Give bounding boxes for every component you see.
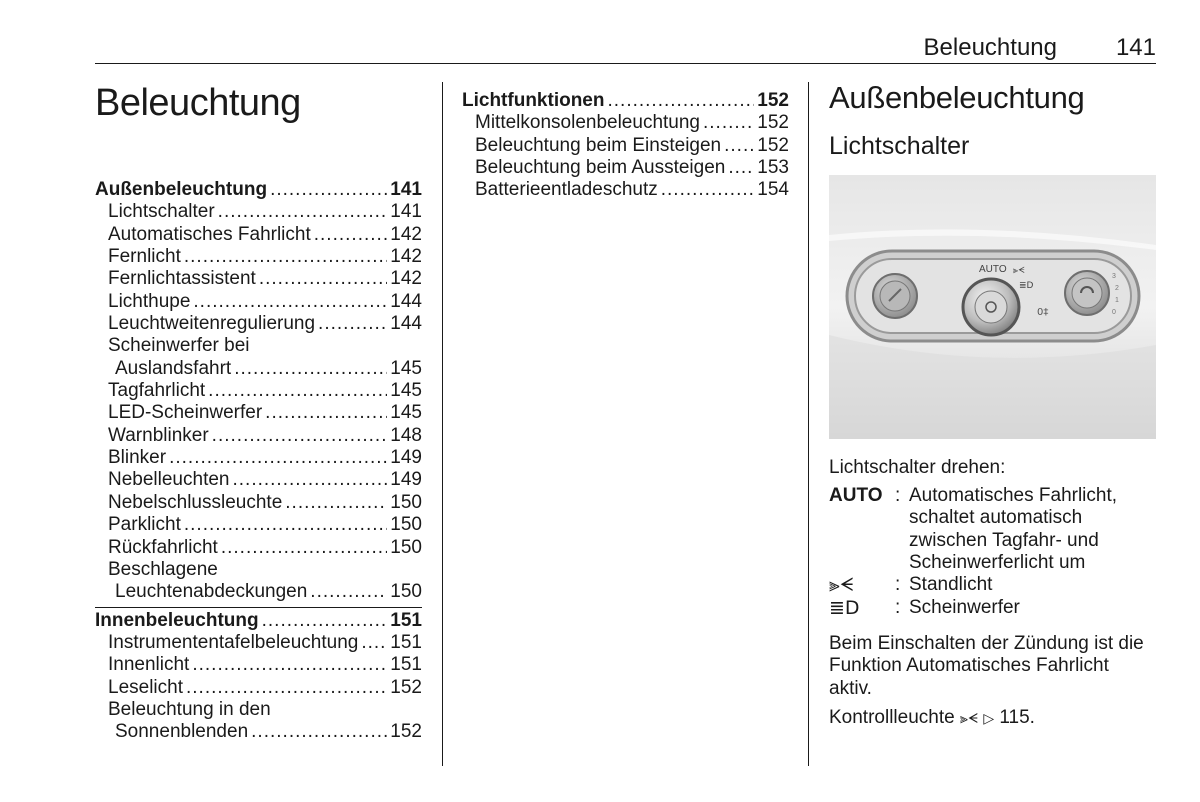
definition-text: Automatisches Fahrlicht, <box>909 485 1118 506</box>
toc-entry-title: Rückfahrlicht <box>108 536 218 558</box>
toc-entry-page: 148 <box>390 424 422 446</box>
toc-entry[interactable] <box>95 246 422 268</box>
definition-term-spacer <box>829 552 895 574</box>
toc-entry-page: 152 <box>757 112 789 134</box>
toc-entry-title: Fernlichtassistent <box>108 268 256 290</box>
parking-light-icon: ⫸ᗕ <box>959 711 979 727</box>
toc-entry[interactable] <box>95 514 422 536</box>
definition-term-spacer <box>829 530 895 552</box>
toc-leader-dots <box>285 492 387 514</box>
definition-text: Scheinwerferlicht um <box>909 552 1086 574</box>
toc-leader-dots <box>193 291 387 313</box>
toc-entry-title: Beleuchtung beim Einsteigen <box>475 134 722 156</box>
toc-entry-page: 145 <box>390 380 422 402</box>
toc-entry[interactable] <box>462 157 789 179</box>
toc-entry-title: Parklicht <box>108 514 181 536</box>
toc-entry-page: 151 <box>390 609 422 631</box>
toc-entry[interactable] <box>95 380 422 402</box>
toc-entry-title: Instrumententafelbeleuchtung <box>108 631 359 653</box>
svg-text:0: 0 <box>1112 309 1116 316</box>
svg-text:1: 1 <box>1115 297 1119 304</box>
definition-list <box>829 485 1156 619</box>
definition-row <box>829 530 1156 552</box>
toc-entry-title: Leuchtweitenregulierung <box>108 313 316 335</box>
toc-entry[interactable] <box>95 654 422 676</box>
toc-entry-page: 152 <box>390 676 422 698</box>
toc-leader-dots <box>262 610 388 632</box>
toc-entry-page: 149 <box>390 447 422 469</box>
toc-entry-page: 142 <box>390 223 422 245</box>
toc-leader-dots <box>728 157 754 179</box>
toc-entry-page: 152 <box>757 134 789 156</box>
toc-entry-page: 152 <box>757 90 789 111</box>
toc-entry[interactable] <box>95 537 422 559</box>
toc-entry[interactable] <box>95 291 422 313</box>
toc-entry-page: 145 <box>390 402 422 424</box>
toc-leader-dots <box>208 380 387 402</box>
toc-entry-page: 154 <box>757 179 789 201</box>
column-divider-left <box>442 82 443 766</box>
definition-text: Standlicht <box>909 574 993 596</box>
toc-entry-title: Beschlagene <box>108 558 218 580</box>
toc-section-entry[interactable] <box>462 90 789 112</box>
toc-entry-title: Mittelkonsolenbeleuchtung <box>475 112 700 134</box>
column-divider-right <box>808 82 809 766</box>
paragraph-indicator <box>829 707 1035 730</box>
toc-left <box>95 179 422 744</box>
toc-entry-title: Beleuchtung in den <box>108 698 271 720</box>
toc-leader-dots <box>724 135 754 157</box>
toc-section-entry[interactable] <box>95 179 422 201</box>
toc-separator <box>95 607 422 608</box>
toc-entry[interactable] <box>95 201 422 223</box>
chapter-title: Beleuchtung <box>95 82 301 124</box>
section-heading: Außenbeleuchtung <box>829 80 1085 115</box>
toc-leader-dots <box>232 469 387 491</box>
toc-entry-page: 142 <box>390 246 422 268</box>
toc-leader-dots <box>184 514 387 536</box>
toc-entry-title: Innenlicht <box>108 654 190 676</box>
toc-entry-title: Sonnenblenden <box>115 721 249 743</box>
paragraph-line: aktiv. <box>829 677 872 699</box>
definition-colon: : <box>895 485 901 506</box>
toc-entry-title: Batterieentladeschutz <box>475 179 658 201</box>
toc-entry-page: 150 <box>390 491 422 513</box>
page-ref-link[interactable]: 115. <box>999 707 1035 728</box>
definition-term: AUTO <box>829 485 883 506</box>
toc-entry[interactable] <box>95 469 422 491</box>
toc-entry-page: 150 <box>390 536 422 558</box>
definition-term-spacer <box>829 507 895 529</box>
toc-entry-page: 145 <box>390 357 422 379</box>
toc-entry-title: Nebelschlussleuchte <box>108 491 283 513</box>
toc-entry[interactable] <box>95 721 422 743</box>
toc-entry-title: Tagfahrlicht <box>108 380 206 402</box>
running-title: Beleuchtung <box>923 34 1057 61</box>
toc-entry[interactable] <box>95 313 422 335</box>
toc-entry-page: 144 <box>390 313 422 335</box>
toc-entry-page: 153 <box>757 157 789 179</box>
toc-entry-title: LED-Scheinwerfer <box>108 402 263 424</box>
section-subheading: Lichtschalter <box>829 132 970 160</box>
toc-entry-title: Auslandsfahrt <box>115 357 232 379</box>
header-rule <box>95 63 1156 64</box>
toc-leader-dots <box>251 721 387 743</box>
toc-leader-dots <box>192 654 387 676</box>
toc-leader-dots <box>703 112 754 134</box>
toc-leader-dots <box>661 179 755 201</box>
toc-entry[interactable] <box>95 559 422 581</box>
toc-entry-title: Warnblinker <box>108 424 209 446</box>
toc-leader-dots <box>270 179 387 201</box>
definition-row <box>829 485 1156 507</box>
toc-leader-dots <box>265 402 387 424</box>
toc-entry-title: Außenbeleuchtung <box>95 179 268 200</box>
definition-row <box>829 597 1156 619</box>
toc-entry[interactable] <box>462 112 789 134</box>
toc-entry[interactable] <box>95 335 422 357</box>
toc-leader-dots <box>169 447 387 469</box>
svg-text:2: 2 <box>1115 285 1119 292</box>
toc-leader-dots <box>259 268 387 290</box>
toc-entry[interactable] <box>95 224 422 246</box>
toc-entry[interactable] <box>95 268 422 290</box>
toc-leader-dots <box>314 224 388 246</box>
definition-colon: : <box>895 596 901 618</box>
toc-entry[interactable] <box>95 402 422 424</box>
definition-colon-spacer <box>895 552 909 574</box>
toc-entry-title: Innenbeleuchtung <box>95 609 259 631</box>
definition-text: zwischen Tagfahr- und <box>909 529 1099 551</box>
toc-section-entry[interactable] <box>95 610 422 632</box>
intro-text: Lichtschalter drehen: <box>829 457 1006 478</box>
toc-entry-title: Scheinwerfer bei <box>108 335 250 357</box>
paragraph-line: Beim Einschalten der Zündung ist die <box>829 633 1144 654</box>
toc-entry-title: Lichthupe <box>108 290 191 312</box>
toc-leader-dots <box>234 358 387 380</box>
toc-entry[interactable] <box>95 699 422 721</box>
toc-entry[interactable] <box>95 447 422 469</box>
svg-text:3: 3 <box>1112 273 1116 280</box>
toc-entry-page: 149 <box>390 469 422 491</box>
headlight-icon: ≣D <box>829 596 860 619</box>
toc-entry-page: 142 <box>390 268 422 290</box>
definition-colon-spacer <box>895 507 909 529</box>
definition-row <box>829 574 1156 596</box>
toc-entry-page: 151 <box>390 631 422 653</box>
toc-leader-dots <box>186 677 387 699</box>
definition-text: schaltet automatisch <box>909 507 1083 529</box>
toc-middle <box>462 90 789 202</box>
toc-entry-page: 150 <box>390 514 422 536</box>
toc-entry-title: Lichtschalter <box>108 201 215 223</box>
toc-entry-page: 150 <box>390 581 422 603</box>
definition-text: Scheinwerfer <box>909 596 1020 618</box>
photo-auto-label: AUTO <box>979 264 1007 275</box>
toc-entry-title: Fernlicht <box>108 246 181 268</box>
toc-entry-page: 151 <box>390 654 422 676</box>
toc-leader-dots <box>318 313 387 335</box>
toc-entry-title: Leuchtenabdeckungen <box>115 581 308 603</box>
toc-leader-dots <box>218 201 388 223</box>
paragraph-ignition <box>829 633 1164 700</box>
toc-entry-page: 141 <box>390 179 422 200</box>
svg-text:0‡: 0‡ <box>1037 307 1049 318</box>
definition-row <box>829 552 1156 574</box>
toc-entry-title: Beleuchtung beim Aussteigen <box>475 157 726 179</box>
toc-leader-dots <box>184 246 387 268</box>
toc-entry[interactable] <box>462 179 789 201</box>
indicator-prefix: Kontrollleuchte <box>829 707 955 728</box>
definition-colon-spacer <box>895 530 909 552</box>
page-number: 141 <box>1115 34 1156 61</box>
toc-entry[interactable] <box>95 425 422 447</box>
toc-leader-dots <box>310 581 387 603</box>
toc-leader-dots <box>607 90 754 112</box>
paragraph-line: Funktion Automatisches Fahrlicht <box>829 655 1109 677</box>
toc-entry[interactable] <box>462 135 789 157</box>
page-ref-arrow-icon: ▷ <box>983 711 995 727</box>
toc-entry-title: Leselicht <box>108 676 183 698</box>
svg-text:⫸ᗕ: ⫸ᗕ <box>1013 266 1025 276</box>
toc-entry-title: Lichtfunktionen <box>462 90 605 111</box>
toc-entry[interactable] <box>95 677 422 699</box>
toc-entry-title: Blinker <box>108 447 167 469</box>
toc-entry-page: 144 <box>390 290 422 312</box>
toc-entry[interactable] <box>95 632 422 654</box>
toc-entry[interactable] <box>95 492 422 514</box>
toc-entry[interactable] <box>95 358 422 380</box>
toc-leader-dots <box>221 537 387 559</box>
toc-leader-dots <box>212 425 388 447</box>
toc-entry-page: 141 <box>390 201 422 223</box>
toc-entry-title: Automatisches Fahrlicht <box>108 223 311 245</box>
toc-entry-title: Nebelleuchten <box>108 469 230 491</box>
definition-colon: : <box>895 574 901 596</box>
svg-text:≣D: ≣D <box>1019 281 1034 291</box>
definition-row <box>829 507 1156 529</box>
parking-light-icon: ⫸ᗕ <box>829 574 854 597</box>
light-switch-photo <box>829 175 1156 439</box>
toc-entry-page: 152 <box>390 721 422 743</box>
toc-entry[interactable] <box>95 581 422 603</box>
toc-leader-dots <box>361 632 387 654</box>
